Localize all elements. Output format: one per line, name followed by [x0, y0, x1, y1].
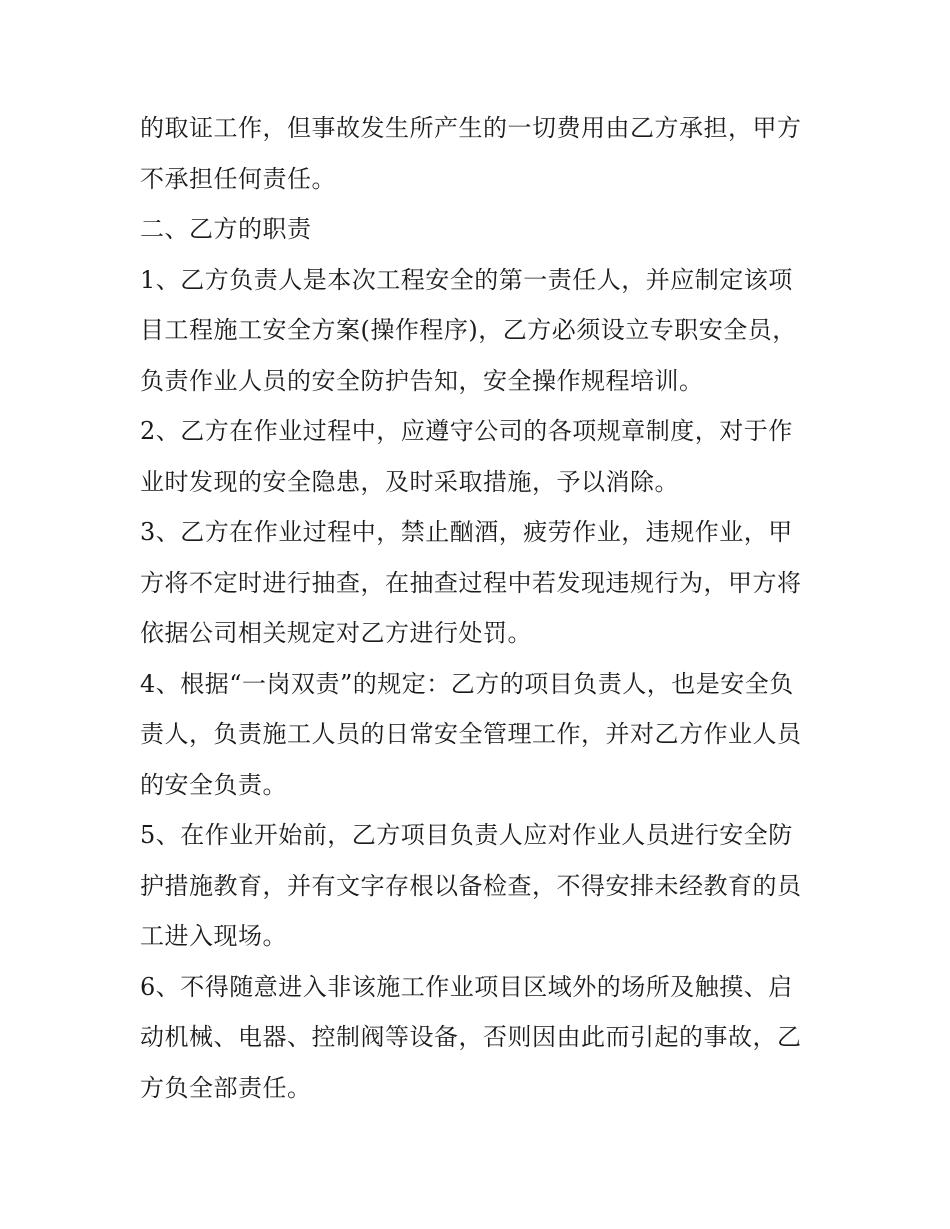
- text-line: 不承担任何责任。: [140, 164, 336, 193]
- text-line: 责人，负责施工人员的日常安全管理工作，并对乙方作业人员: [140, 720, 802, 748]
- text-line: 动机械、电器、控制阀等设备，否则因由此而引起的事故，乙: [140, 1023, 802, 1051]
- text-line: 6、不得随意进入非该施工作业项目区域外的场所及触摸、启: [140, 972, 793, 1001]
- document-body: [140, 103, 820, 1113]
- heading-line: 二、乙方的职责: [140, 215, 312, 243]
- paragraph-continuation: [140, 103, 820, 204]
- list-item-2: [140, 406, 820, 507]
- text-line: 5、在作业开始前，乙方项目负责人应对作业人员进行安全防: [140, 821, 793, 849]
- text-line: 1、乙方负责人是本次工程安全的第一责任人，并应制定该项: [140, 265, 793, 294]
- text-line: 方将不定时进行抽查，在抽查过程中若发现违规行为，甲方将: [140, 568, 802, 597]
- text-line: 依据公司相关规定对乙方进行处罚。: [140, 619, 532, 647]
- list-item-4: [140, 659, 820, 811]
- list-item-6: [140, 962, 820, 1114]
- list-item-1: [140, 255, 820, 407]
- text-line: 的安全负责。: [140, 770, 287, 799]
- text-line: 方负全部责任。: [140, 1073, 312, 1102]
- text-line: 负责作业人员的安全防护告知，安全操作规程培训。: [140, 366, 704, 395]
- list-item-3: [140, 507, 820, 659]
- text-line: 工进入现场。: [140, 922, 287, 950]
- text-line: 2、乙方在作业过程中，应遵守公司的各项规章制度，对于作: [140, 417, 793, 445]
- section-heading: [140, 204, 820, 255]
- text-line: 4、根据“一岗双责”的规定：乙方的项目负责人，也是安全负: [140, 669, 794, 698]
- text-line: 的取证工作，但事故发生所产生的一切费用由乙方承担，甲方: [140, 114, 802, 142]
- text-line: 目工程施工安全方案(操作程序)，乙方必须设立专职安全员，: [140, 316, 797, 344]
- text-line: 3、乙方在作业过程中，禁止酗酒，疲劳作业，违规作业，甲: [140, 518, 793, 546]
- text-line: 业时发现的安全隐患，及时采取措施，予以消除。: [140, 467, 679, 496]
- list-item-5: [140, 810, 820, 962]
- text-line: 护措施教育，并有文字存根以备检查，不得安排未经教育的员: [140, 871, 802, 900]
